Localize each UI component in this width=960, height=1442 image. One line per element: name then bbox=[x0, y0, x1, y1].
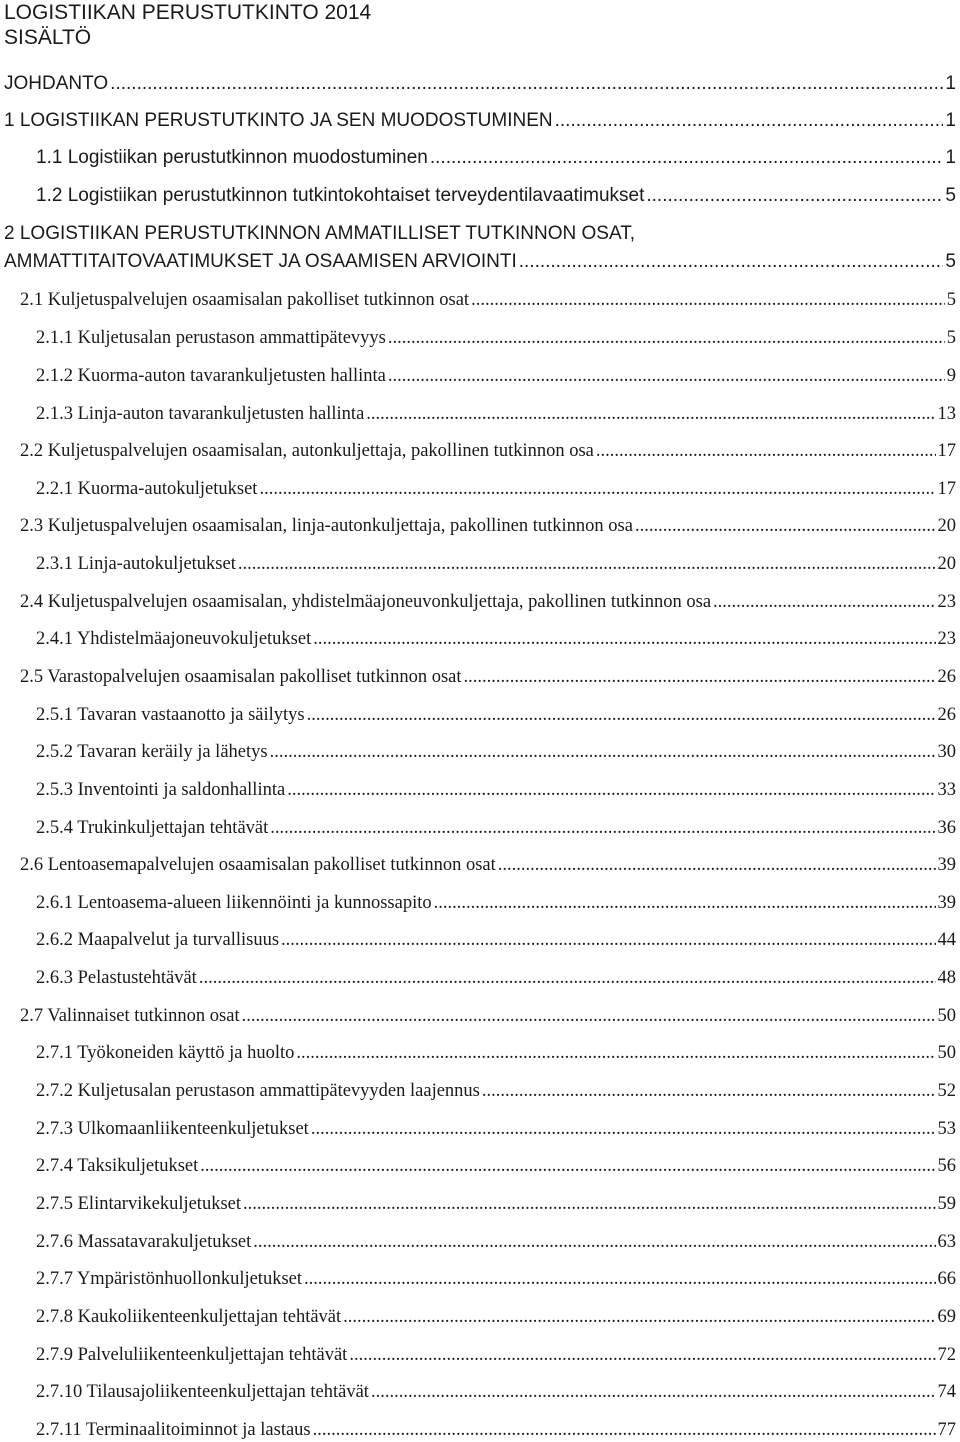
toc-entry[interactable] bbox=[36, 966, 956, 990]
toc-entry-title: 2.2.1 Kuorma-autokuljetukset bbox=[36, 479, 258, 499]
toc-entry-title: 2.1 Kuljetuspalvelujen osaamisalan pakolliset tutkinnon osat bbox=[20, 290, 470, 310]
toc-entry-title: 2.7 Valinnaiset tutkinnon osat bbox=[20, 1006, 240, 1026]
toc-entry-page-number: 59 bbox=[937, 1194, 956, 1214]
toc-entry-title: AMMATTITAITOVAATIMUKSET JA OSAAMISEN ARVIOINTI bbox=[4, 251, 517, 272]
toc-entry-page-number: 48 bbox=[937, 968, 956, 988]
toc-entry-title: 2.6 Lentoasemapalvelujen osaamisalan pakolliset tutkinnon osat bbox=[20, 855, 496, 875]
toc-entry[interactable] bbox=[36, 816, 956, 840]
toc-entry-page-number: 23 bbox=[937, 629, 956, 649]
toc-entry[interactable] bbox=[36, 477, 956, 501]
toc-entry-page-number: 17 bbox=[937, 479, 956, 499]
toc-entry-title: 2.5.1 Tavaran vastaanotto ja säilytys bbox=[36, 705, 305, 725]
toc-entry-title: 1.2 Logistiikan perustutkinnon tutkintokohtaiset terveydentilavaatimukset bbox=[36, 185, 645, 206]
toc-entry-page-number: 56 bbox=[937, 1156, 956, 1176]
toc-entry[interactable] bbox=[36, 552, 956, 576]
toc-entry[interactable] bbox=[36, 1154, 956, 1178]
dot-leader bbox=[270, 816, 935, 840]
dot-leader bbox=[555, 109, 944, 133]
dot-leader bbox=[281, 928, 935, 952]
toc-entry[interactable] bbox=[4, 109, 956, 133]
dot-leader bbox=[313, 627, 935, 651]
dot-leader bbox=[259, 477, 935, 501]
dot-leader bbox=[349, 1343, 935, 1367]
toc-entry[interactable] bbox=[36, 1267, 956, 1291]
toc-entry-title: 2.5.2 Tavaran keräily ja lähetys bbox=[36, 742, 268, 762]
toc-entry-title: 1 LOGISTIIKAN PERUSTUTKINTO JA SEN MUODOSTUMINEN bbox=[4, 110, 553, 131]
dot-leader bbox=[388, 364, 945, 388]
toc-entry-page-number: 1 bbox=[945, 147, 956, 168]
toc-entry-title: 2.4 Kuljetuspalvelujen osaamisalan, yhdistelmäajoneuvonkuljettaja, pakollinen tutkinnon osa bbox=[20, 592, 712, 612]
toc-entry[interactable] bbox=[20, 590, 956, 614]
toc-entry-title: 2.6.2 Maapalvelut ja turvallisuus bbox=[36, 930, 280, 950]
toc-entry[interactable] bbox=[36, 1117, 956, 1141]
toc-entry-title: 2.7.4 Taksikuljetukset bbox=[36, 1156, 199, 1176]
dot-leader bbox=[646, 184, 943, 208]
toc-entry[interactable] bbox=[36, 1305, 956, 1329]
toc-entry-page-number: 26 bbox=[937, 667, 956, 687]
dot-leader bbox=[498, 853, 936, 877]
document-title: LOGISTIIKAN PERUSTUTKINTO 2014 bbox=[4, 1, 372, 24]
dot-leader bbox=[270, 740, 936, 764]
toc-entry-heading[interactable]: 2 LOGISTIIKAN PERUSTUTKINNON AMMATILLISET TUTKINNON OSAT, bbox=[4, 223, 635, 244]
dot-leader bbox=[287, 778, 935, 802]
toc-entry-title: 2.7.2 Kuljetusalan perustason ammattipätevyyden laajennus bbox=[36, 1081, 480, 1101]
toc-entry-title: 1.1 Logistiikan perustutkinnon muodostuminen bbox=[36, 147, 428, 168]
toc-entry-title: 2.1.1 Kuljetusalan perustason ammattipätevyys bbox=[36, 328, 386, 348]
toc-entry-page-number: 9 bbox=[946, 366, 956, 386]
toc-entry[interactable] bbox=[20, 665, 956, 689]
toc-entry[interactable] bbox=[20, 514, 956, 538]
dot-leader bbox=[366, 402, 935, 426]
toc-entry[interactable] bbox=[36, 1079, 956, 1103]
toc-entry-title: 2.7.9 Palveluliikenteenkuljettajan tehtävät bbox=[36, 1345, 348, 1365]
toc-entry-page-number: 50 bbox=[937, 1006, 956, 1026]
toc-entry[interactable] bbox=[36, 364, 956, 388]
toc-entry-page-number: 5 bbox=[945, 251, 956, 272]
toc-entry-title: 2.7.5 Elintarvikekuljetukset bbox=[36, 1194, 241, 1214]
toc-entry-title: 2.6.3 Pelastustehtävät bbox=[36, 968, 197, 988]
toc-entry-page-number: 5 bbox=[946, 328, 956, 348]
toc-entry[interactable] bbox=[36, 184, 956, 208]
toc-entry-title: 2.5.3 Inventointi ja saldonhallinta bbox=[36, 780, 286, 800]
toc-entry[interactable] bbox=[36, 1230, 956, 1254]
toc-entry-title: 2.1.3 Linja-auton tavarankuljetusten hallinta bbox=[36, 404, 365, 424]
toc-entry[interactable] bbox=[36, 740, 956, 764]
toc-entry[interactable] bbox=[20, 288, 956, 312]
toc-entry-page-number: 44 bbox=[937, 930, 956, 950]
toc-entry-page-number: 63 bbox=[937, 1232, 956, 1252]
toc-entry-page-number: 20 bbox=[937, 516, 956, 536]
dot-leader bbox=[253, 1230, 935, 1254]
toc-entry-title: 2.7.6 Massatavarakuljetukset bbox=[36, 1232, 252, 1252]
toc-entry-title: 2.2 Kuljetuspalvelujen osaamisalan, autonkuljettaja, pakollinen tutkinnon osa bbox=[20, 441, 594, 461]
toc-entry-page-number: 72 bbox=[937, 1345, 956, 1365]
toc-entry-page-number: 20 bbox=[937, 554, 956, 574]
dot-leader bbox=[242, 1004, 936, 1028]
toc-entry-title: 2.5 Varastopalvelujen osaamisalan pakolliset tutkinnon osat bbox=[20, 667, 462, 687]
toc-entry-title: 2.4.1 Yhdistelmäajoneuvokuljetukset bbox=[36, 629, 312, 649]
toc-entry-page-number: 39 bbox=[937, 893, 956, 913]
toc-entry-page-number: 30 bbox=[937, 742, 956, 762]
toc-entry[interactable] bbox=[36, 1041, 956, 1065]
toc-entry-page-number: 74 bbox=[937, 1382, 956, 1402]
toc-entry-page-number: 52 bbox=[937, 1081, 956, 1101]
toc-entry-title: 2.7.7 Ympäristönhuollonkuljetukset bbox=[36, 1269, 303, 1289]
toc-entry-page-number: 50 bbox=[937, 1043, 956, 1063]
toc-entry[interactable] bbox=[36, 402, 956, 426]
toc-entry-title: 2.3.1 Linja-autokuljetukset bbox=[36, 554, 236, 574]
toc-entry-page-number: 77 bbox=[937, 1420, 956, 1440]
toc-entry-page-number: 36 bbox=[937, 818, 956, 838]
toc-entry-title: 2.7.3 Ulkomaanliikenteenkuljetukset bbox=[36, 1119, 309, 1139]
toc-entry-page-number: 53 bbox=[937, 1119, 956, 1139]
dot-leader bbox=[304, 1267, 935, 1291]
dot-leader bbox=[243, 1192, 936, 1216]
dot-leader bbox=[635, 514, 936, 538]
toc-entry-page-number: 66 bbox=[937, 1269, 956, 1289]
toc-entry-page-number: 33 bbox=[937, 780, 956, 800]
toc-entry-title: JOHDANTO bbox=[4, 73, 109, 94]
dot-leader bbox=[307, 703, 936, 727]
toc-entry-page-number: 1 bbox=[945, 110, 956, 131]
toc-entry[interactable] bbox=[20, 439, 956, 463]
toc-entry-title: 2.6.1 Lentoasema-alueen liikennöinti ja kunnossapito bbox=[36, 893, 432, 913]
dot-leader bbox=[464, 665, 936, 689]
toc-entry-title: 2.5.4 Trukinkuljettajan tehtävät bbox=[36, 818, 269, 838]
dot-leader bbox=[296, 1041, 935, 1065]
toc-entry-page-number: 13 bbox=[937, 404, 956, 424]
toc-entry-title: 2.1.2 Kuorma-auton tavarankuljetusten hallinta bbox=[36, 366, 386, 386]
toc-entry[interactable] bbox=[36, 326, 956, 350]
toc-entry-title: 2.7.8 Kaukoliikenteenkuljettajan tehtävät bbox=[36, 1307, 342, 1327]
toc-entry-title: 2.7.11 Terminaalitoiminnot ja lastaus bbox=[36, 1420, 311, 1440]
toc-entry[interactable] bbox=[36, 1192, 956, 1216]
toc-entry[interactable] bbox=[4, 250, 956, 274]
toc-entry[interactable] bbox=[36, 146, 956, 170]
toc-entry-page-number: 5 bbox=[946, 290, 956, 310]
dot-leader bbox=[199, 966, 936, 990]
toc-entry[interactable] bbox=[36, 627, 956, 651]
dot-leader bbox=[430, 146, 944, 170]
toc-entry-title: 2.7.10 Tilausajoliikenteenkuljettajan tehtävät bbox=[36, 1382, 369, 1402]
dot-leader bbox=[434, 891, 936, 915]
toc-entry[interactable] bbox=[36, 778, 956, 802]
document-subtitle: SISÄLTÖ bbox=[4, 26, 92, 49]
toc-entry[interactable] bbox=[20, 853, 956, 877]
toc-entry-page-number: 1 bbox=[945, 73, 956, 94]
toc-entry-page-number: 69 bbox=[937, 1307, 956, 1327]
dot-leader bbox=[482, 1079, 936, 1103]
toc-entry-page-number: 39 bbox=[937, 855, 956, 875]
dot-leader bbox=[200, 1154, 935, 1178]
dot-leader bbox=[388, 326, 945, 350]
toc-entry[interactable] bbox=[36, 703, 956, 727]
dot-leader bbox=[311, 1117, 936, 1141]
toc-entry[interactable] bbox=[36, 1418, 956, 1442]
toc-entry[interactable] bbox=[36, 891, 956, 915]
dot-leader bbox=[343, 1305, 935, 1329]
toc-entry[interactable] bbox=[36, 1380, 956, 1404]
toc-entry-page-number: 5 bbox=[945, 185, 956, 206]
toc-entry-title: 2.3 Kuljetuspalvelujen osaamisalan, linja-autonkuljettaja, pakollinen tutkinnon osa bbox=[20, 516, 633, 536]
toc-entry-page-number: 23 bbox=[937, 592, 956, 612]
dot-leader bbox=[519, 250, 944, 274]
toc-entry[interactable] bbox=[20, 1004, 956, 1028]
toc-entry-title: 2.7.1 Työkoneiden käyttö ja huolto bbox=[36, 1043, 295, 1063]
toc-entry-page-number: 17 bbox=[937, 441, 956, 461]
dot-leader bbox=[471, 288, 945, 312]
toc-entry[interactable] bbox=[36, 1343, 956, 1367]
dot-leader bbox=[371, 1380, 936, 1404]
dot-leader bbox=[110, 72, 943, 96]
dot-leader bbox=[238, 552, 936, 576]
dot-leader bbox=[596, 439, 936, 463]
dot-leader bbox=[313, 1418, 936, 1442]
dot-leader bbox=[713, 590, 935, 614]
toc-entry-page-number: 26 bbox=[937, 705, 956, 725]
toc-entry[interactable] bbox=[36, 928, 956, 952]
toc-entry[interactable] bbox=[4, 72, 956, 96]
